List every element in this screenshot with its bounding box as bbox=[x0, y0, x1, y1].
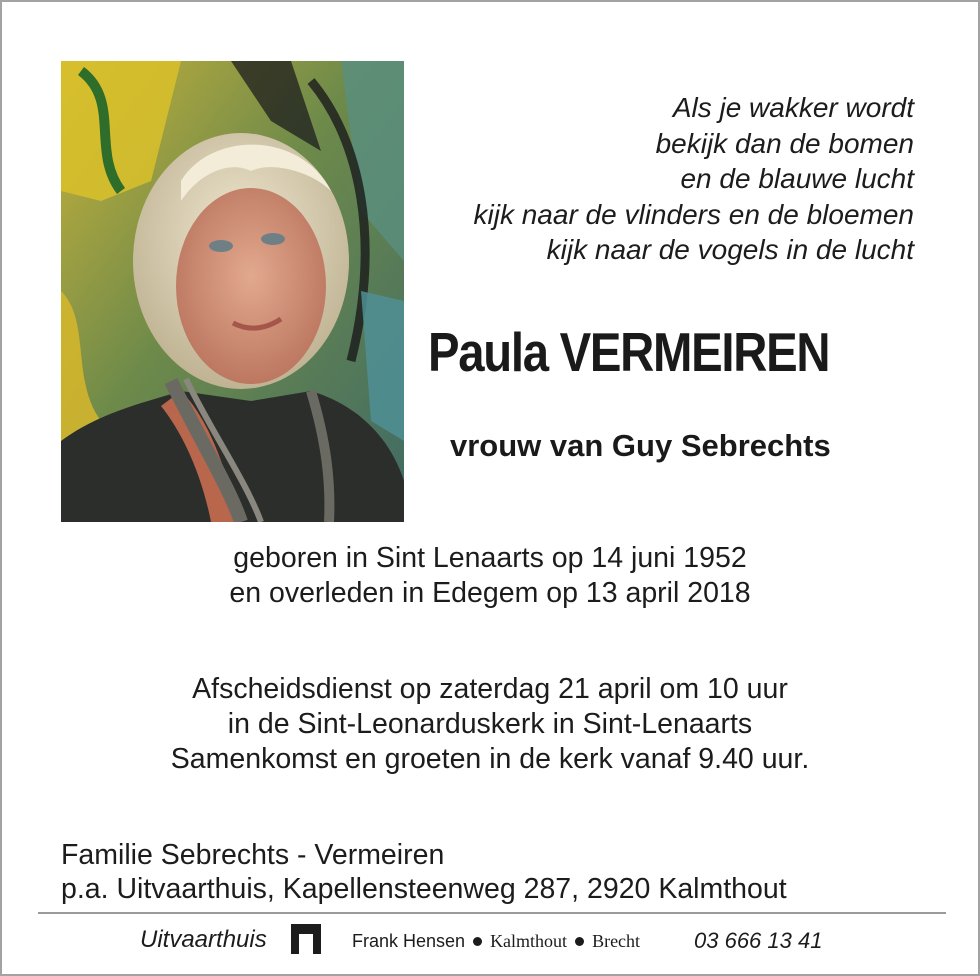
service-line: Afscheidsdienst op zaterdag 21 april om 10 uur bbox=[192, 673, 788, 705]
location-brecht: Brecht bbox=[592, 931, 641, 951]
poem-line: kijk naar de vlinders en de bloemen bbox=[473, 198, 914, 230]
family-address-line: p.a. Uitvaarthuis, Kapellensteenweg 287, 2920 Kalmthout bbox=[61, 873, 787, 905]
bullet-icon bbox=[575, 937, 584, 946]
family-address bbox=[61, 838, 787, 906]
service-line: in de Sint-Leonarduskerk in Sint-Lenaarts bbox=[227, 708, 753, 740]
poem-line: kijk naar de vogels in de lucht bbox=[546, 234, 914, 265]
poem-line: Als je wakker wordt bbox=[672, 92, 914, 123]
death-line: en overleden in Edegem op 13 april 2018 bbox=[229, 577, 751, 609]
funeral-home-contacts bbox=[352, 931, 640, 952]
funeral-home-footer bbox=[2, 920, 978, 960]
bullet-icon bbox=[473, 937, 482, 946]
deceased-name: Paula VERMEIREN bbox=[428, 321, 830, 383]
poem-line: en de blauwe lucht bbox=[680, 163, 914, 194]
n-block-logo-icon bbox=[291, 924, 321, 954]
funeral-home-brand: Uitvaarthuis bbox=[140, 926, 267, 953]
director-name: Frank Hensen bbox=[352, 931, 466, 951]
poem bbox=[394, 90, 914, 268]
service-line: Samenkomst en groeten in de kerk vanaf 9.40 uur. bbox=[170, 743, 810, 775]
service-details bbox=[2, 672, 978, 777]
divider bbox=[38, 912, 946, 914]
poem-line: bekijk dan de bomen bbox=[655, 127, 914, 159]
family-name: Familie Sebrechts - Vermeiren bbox=[61, 839, 445, 871]
deceased-relation: vrouw van Guy Sebrechts bbox=[450, 428, 831, 463]
portrait-photo bbox=[61, 61, 404, 522]
location-kalmthout: Kalmthout bbox=[490, 931, 568, 951]
birth-line: geboren in Sint Lenaarts op 14 juni 1952 bbox=[233, 542, 747, 574]
life-dates bbox=[2, 541, 978, 611]
phone-number: 03 666 13 41 bbox=[694, 928, 823, 953]
